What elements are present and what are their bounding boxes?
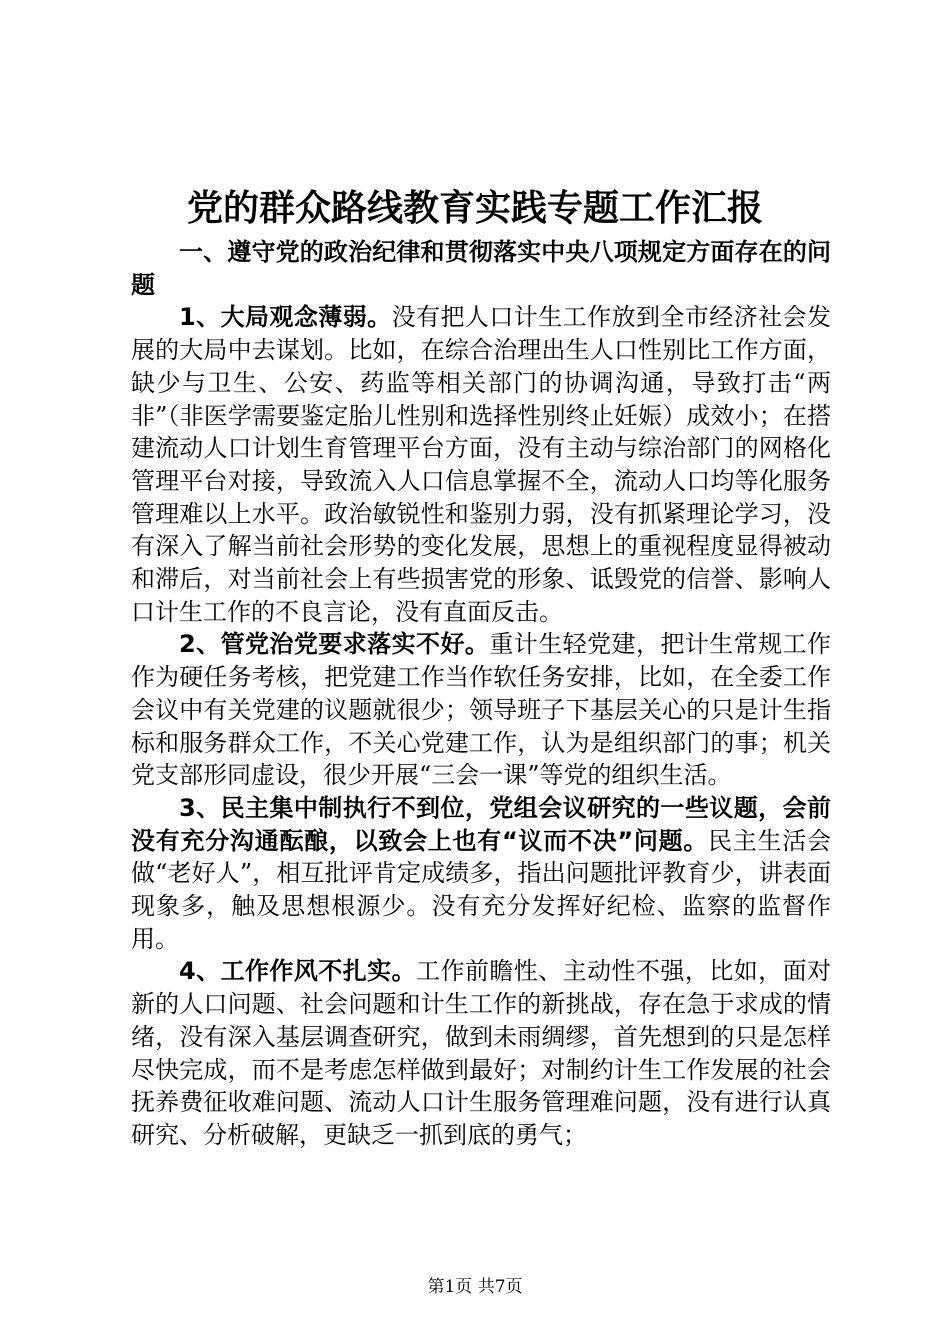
paragraph-4 [131, 955, 831, 1151]
document-body [131, 236, 831, 1152]
paragraph-2 [131, 628, 831, 792]
paragraph-lead: 2、管党治党要求落实不好。 [179, 630, 490, 659]
document-title: 党的群众路线教育实践专题工作汇报 [186, 188, 763, 229]
paragraph-text: 重计生轻党建，把计生常规工作作为硬任务考核，把党建工作当作软任务安排，比如，在全委工作会议中有关党建的议题就很少；领导班子下基层关心的只是计生指标和服务群众工作，不关心党建工作，认为是组织部门的事；机关党支部形同虚设，很少开展“三会一课”等党的组织生活。 [131, 630, 832, 790]
paragraph-text: 工作前瞻性、主动性不强，比如，面对新的人口问题、社会问题和计生工作的新挑战，存在急于求成的情绪，没有深入基层调查研究，做到未雨绸缪，首先想到的只是怎样尽快完成，而不是考虑怎样做到最好；对制约计生工作发展的社会抚养费征收难问题、流动人口计生服务管理难问题，没有进行认真研究、分析破解，更缺乏一抓到底的勇气； [131, 957, 831, 1149]
section-heading: 一、遵守党的政治纪律和贯彻落实中央八项规定方面存在的问题 [131, 238, 831, 299]
page-number-footer: 第1页 共7页 [427, 1277, 523, 1297]
paragraph-lead: 1、大局观念薄弱。 [179, 303, 392, 332]
paragraph-1 [131, 301, 831, 628]
paragraph-text: 民主生活会做“老好人”，相互批评肯定成绩多，指出问题批评教育少，讲表面现象多，触及思想根源少。没有充分发挥好纪检、监察的监督作用。 [131, 826, 831, 953]
paragraph-3 [131, 792, 831, 956]
paragraph-text: 没有把人口计生工作放到全市经济社会发展的大局中去谋划。比如，在综合治理出生人口性别比工作方面，缺少与卫生、公安、药监等相关部门的协调沟通，导致打击“两非”（非医学需要鉴定胎儿性别和选择性别终止妊娠）成效小；在搭建流动人口计划生育管理平台方面，没有主动与综治部门的网格化管理平台对接，导致流入人口信息掌握不全，流动人口均等化服务管理难以上水平。政治敏锐性和鉴别力弱，没有抓紧理论学习，没有深入了解当前社会形势的变化发展，思想上的重视程度显得被动和滞后，对当前社会上有些损害党的形象、诋毁党的信誉、影响人口计生工作的不良言论，没有直面反击。 [131, 303, 831, 626]
paragraph-lead: 4、工作作风不扎实。 [179, 957, 417, 986]
paragraph-lead: 3、民主集中制执行不到位，党组会议研究的一些议题，会前没有充分沟通酝酿，以致会上也有“议而不决”问题。 [131, 793, 831, 855]
